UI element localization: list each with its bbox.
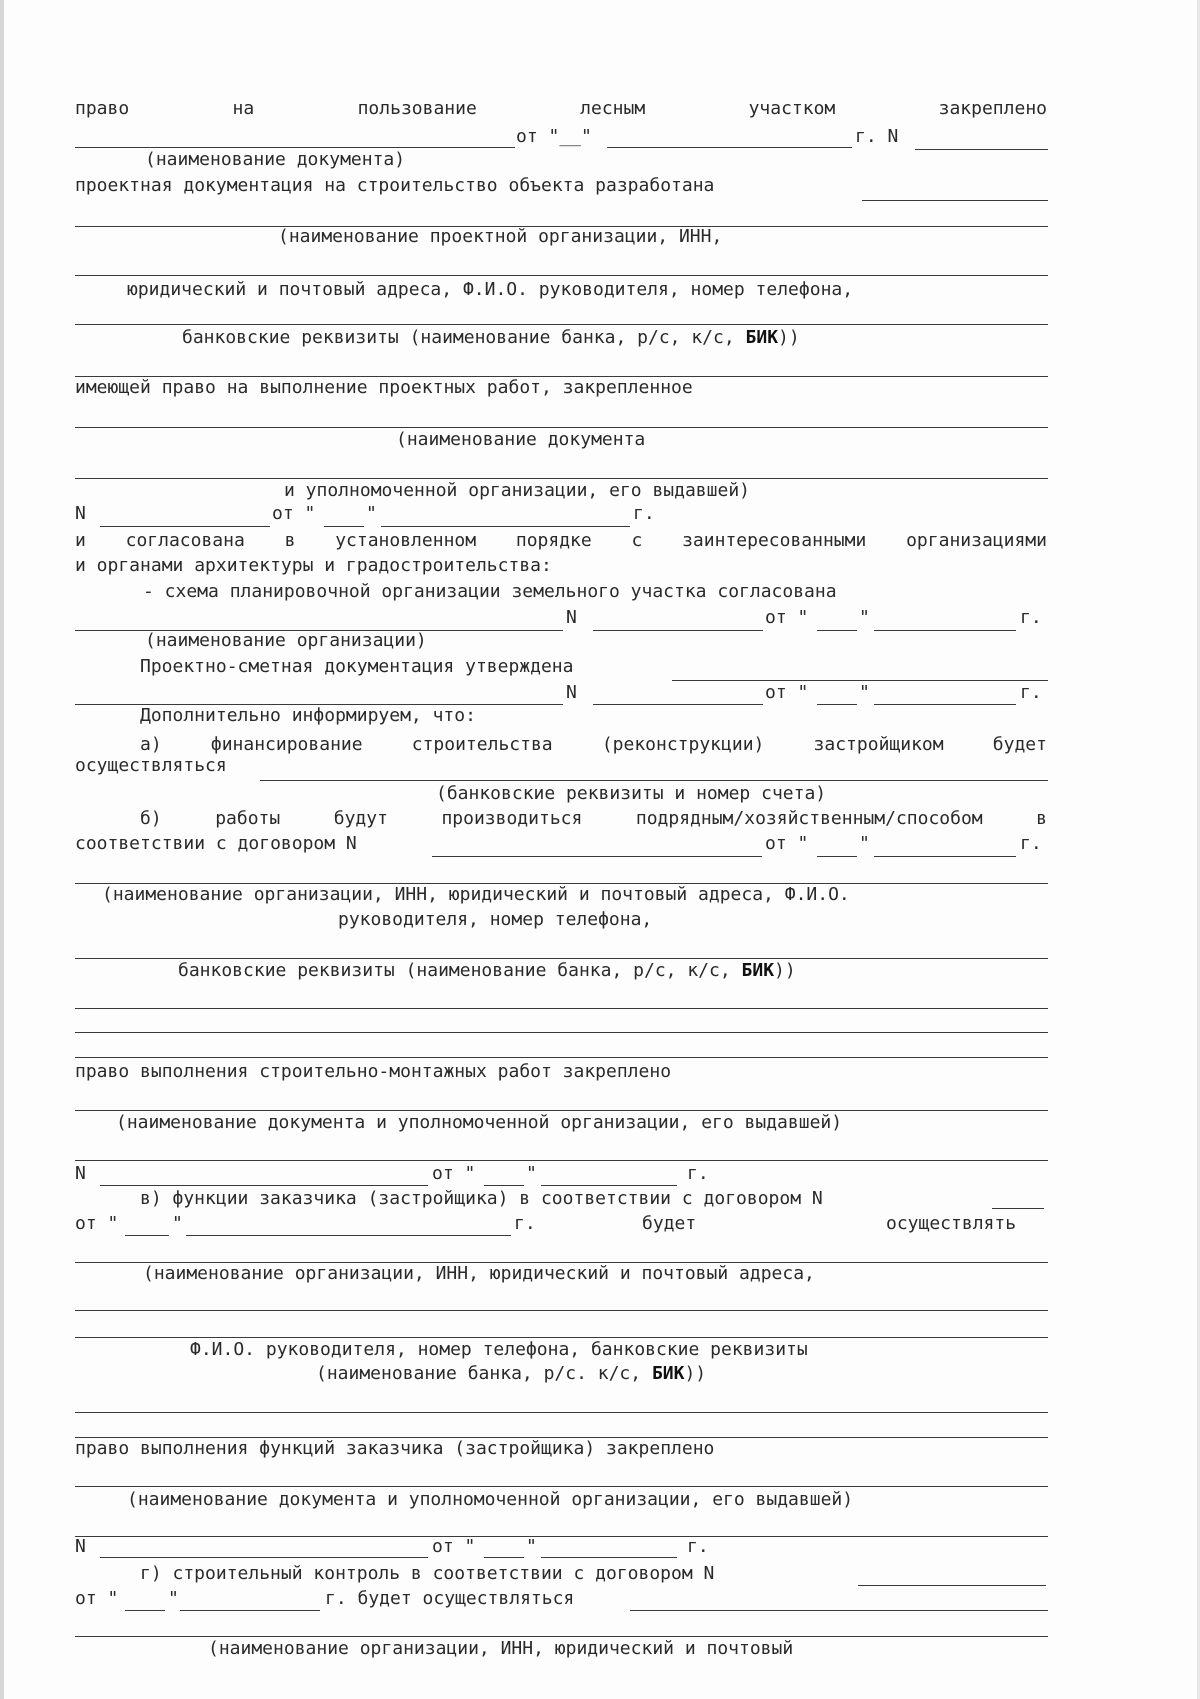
- quote-label: ": [526, 1536, 537, 1557]
- contract-line: соответствии с договором N: [75, 833, 357, 854]
- caption-account: (банковские реквизиты и номер счета): [436, 783, 827, 804]
- word: с: [631, 530, 643, 551]
- blank-line[interactable]: [75, 1412, 1048, 1413]
- caption-rights-doc-2: (наименование документа и уполномоченной организации, его выдавшей): [127, 1489, 854, 1510]
- number-field[interactable]: [100, 1185, 428, 1186]
- year-number-label: г. N: [855, 126, 899, 147]
- quote-label: ": [366, 503, 377, 524]
- caption-organization: (наименование организации): [145, 630, 427, 651]
- year-label: г.: [1020, 682, 1042, 703]
- date-open-label: от ": [765, 607, 809, 628]
- blank-line[interactable]: [75, 1032, 1048, 1033]
- customer-functions-line: в) функции заказчика (застройщика) в соответствии с договором N: [140, 1188, 823, 1209]
- word: участком: [748, 98, 836, 119]
- day-field[interactable]: [817, 704, 857, 705]
- rights-issuer-field-2[interactable]: [75, 1536, 1048, 1537]
- estimate-docs-line: Проектно-сметная документация утверждена: [140, 656, 574, 677]
- caption-document-name: (наименование документа): [145, 149, 406, 170]
- bank-field[interactable]: [75, 324, 1048, 325]
- quote-label: ": [859, 682, 870, 703]
- word: будут: [333, 808, 388, 829]
- will-perform-label: г. будет осуществляться: [325, 1588, 575, 1609]
- construction-rights-field[interactable]: [75, 1110, 1048, 1111]
- date-open-label: от ": [75, 1213, 119, 1234]
- blank-line[interactable]: [75, 1057, 1048, 1058]
- project-address-field[interactable]: [75, 275, 1048, 276]
- quote-label: ": [859, 607, 870, 628]
- word: а): [140, 734, 162, 755]
- year-label: г.: [1020, 607, 1042, 628]
- caption-bank-details-2: банковские реквизиты (наименование банка, р/с, к/с, БИК)): [178, 960, 796, 981]
- year-label: г.: [687, 1536, 709, 1557]
- caption-customer-3: (наименование банка, р/с. к/с, БИК)): [316, 1363, 707, 1384]
- word: закреплено: [938, 98, 1047, 119]
- quote-label: ": [168, 1588, 179, 1609]
- issuer-field[interactable]: [75, 478, 1048, 479]
- number-label: N: [566, 682, 577, 703]
- document-name-field[interactable]: [75, 147, 515, 148]
- word: в: [284, 530, 296, 551]
- number-field[interactable]: [100, 1557, 428, 1558]
- date-open-label: от ": [765, 833, 809, 854]
- word: порядке: [515, 530, 592, 551]
- caption-project-org: (наименование проектной организации, ИНН,: [278, 226, 723, 247]
- scan-edge-left: [0, 0, 4, 1699]
- works-line: [140, 808, 1047, 830]
- project-docs-line: проектная документация на строительство объекта разработана: [75, 175, 715, 196]
- account-field[interactable]: [260, 780, 1048, 781]
- day-field[interactable]: [324, 526, 364, 527]
- customer-field-2[interactable]: [75, 1310, 1048, 1311]
- word: и: [75, 530, 86, 551]
- construction-rights-line: право выполнения строительно-монтажных работ закреплено: [75, 1061, 672, 1082]
- word: пользование: [357, 98, 477, 119]
- date-open-label: от ": [75, 1588, 119, 1609]
- quote-label: ": [172, 1213, 183, 1234]
- number-label: N: [75, 1536, 86, 1557]
- word: финансирование: [210, 734, 363, 755]
- word: (реконструкции): [601, 734, 765, 755]
- number-field[interactable]: [593, 630, 763, 631]
- forest-plot-right-line: [75, 98, 1047, 120]
- agreed-line: [75, 530, 1047, 552]
- date-field[interactable]: [607, 147, 852, 148]
- word: на: [232, 98, 255, 119]
- word: право: [75, 98, 130, 119]
- day-field[interactable]: [125, 1610, 165, 1611]
- date-field[interactable]: [180, 1610, 320, 1611]
- number-field[interactable]: [100, 526, 270, 527]
- customer-rights-field[interactable]: [75, 1486, 1048, 1487]
- word: подрядным/хозяйственным/способом: [635, 808, 983, 829]
- date-field[interactable]: [381, 526, 630, 527]
- perform-label: осуществлять: [886, 1213, 1017, 1234]
- number-field[interactable]: [593, 704, 763, 705]
- word: в: [1036, 808, 1047, 829]
- architecture-line: и органами архитектуры и градостроительства:: [75, 555, 552, 576]
- contract-number-field[interactable]: [432, 856, 762, 857]
- scheme-line: - схема планировочной организации земельного участка согласована: [143, 581, 837, 602]
- control-org-field-2[interactable]: [75, 1636, 1048, 1637]
- word: согласована: [125, 530, 245, 551]
- caption-address: юридический и почтовый адреса, Ф.И.О. руководителя, номер телефона,: [127, 279, 854, 300]
- number-label: N: [75, 1163, 86, 1184]
- year-label: г.: [687, 1163, 709, 1184]
- word: строительства: [411, 734, 553, 755]
- date-open-label: от ": [272, 503, 316, 524]
- quote-label: ": [526, 1163, 537, 1184]
- caption-customer: (наименование организации, ИНН, юридический и почтовый адреса,: [143, 1263, 815, 1284]
- word: организациями: [906, 530, 1047, 551]
- rights-document-field[interactable]: [75, 427, 1048, 428]
- day-field[interactable]: [484, 1185, 524, 1186]
- caption-customer-2: Ф.И.О. руководителя, номер телефона, банковские реквизиты: [190, 1339, 808, 1360]
- number-label: N: [75, 503, 86, 524]
- caption-control-org: (наименование организации, ИНН, юридический и почтовый: [208, 1638, 794, 1659]
- caption-rights-doc: (наименование документа и уполномоченной организации, его выдавшей): [116, 1112, 843, 1133]
- rights-issuer-field[interactable]: [75, 1160, 1048, 1161]
- customer-rights-line: право выполнения функций заказчика (застройщика) закреплено: [75, 1438, 715, 1459]
- day-field[interactable]: [817, 856, 857, 857]
- date-field[interactable]: [541, 1185, 677, 1186]
- date-open-label: от ": [432, 1536, 476, 1557]
- date-field[interactable]: [541, 1557, 677, 1558]
- financing-continuation: осуществляться: [75, 755, 227, 776]
- word: производиться: [441, 808, 583, 829]
- year-label: г.: [1020, 833, 1042, 854]
- project-org-field[interactable]: [862, 200, 1048, 201]
- caption-issuer: и уполномоченной организации, его выдавшей): [284, 480, 750, 501]
- caption-contractor-2: руководителя, номер телефона,: [338, 909, 653, 930]
- word: лесным: [580, 98, 646, 119]
- date-open-label: от ": [432, 1163, 476, 1184]
- word: работы: [215, 808, 281, 829]
- word: будет: [992, 734, 1047, 755]
- date-field[interactable]: [874, 856, 1016, 857]
- control-org-field[interactable]: [630, 1610, 1048, 1611]
- will-label: будет: [642, 1213, 697, 1234]
- date-open-label: от ": [765, 682, 809, 703]
- contract-number-field[interactable]: [992, 1208, 1044, 1209]
- date-field[interactable]: [874, 630, 1016, 631]
- quote-label: ": [859, 833, 870, 854]
- number-label: N: [566, 607, 577, 628]
- caption-document: (наименование документа: [396, 429, 646, 450]
- year-label: г.: [633, 503, 655, 524]
- customer-field-3[interactable]: [75, 1337, 1048, 1338]
- word: заинтересованными: [682, 530, 867, 551]
- word: установленном: [335, 530, 477, 551]
- financing-line: [140, 734, 1047, 756]
- contractor-bank-field[interactable]: [75, 958, 1048, 959]
- day-field[interactable]: [484, 1557, 524, 1558]
- blank-line[interactable]: [75, 1008, 1048, 1009]
- year-label: г.: [514, 1213, 536, 1234]
- number-field[interactable]: [915, 149, 1048, 150]
- construction-control-line: г) строительный контроль в соответствии с договором N: [140, 1563, 715, 1584]
- date-open-label: от "__": [516, 126, 592, 147]
- project-rights-line: имеющей право на выполнение проектных работ, закрепленное: [75, 377, 693, 398]
- caption-bank-details: банковские реквизиты (наименование банка, р/с, к/с, БИК)): [182, 327, 800, 348]
- approval-field[interactable]: [672, 680, 1048, 681]
- date-field[interactable]: [186, 1235, 511, 1236]
- word: застройщиком: [813, 734, 944, 755]
- additional-info-line: Дополнительно информируем, что:: [140, 705, 476, 726]
- day-field[interactable]: [125, 1235, 169, 1236]
- contract-number-field[interactable]: [858, 1585, 1046, 1586]
- word: б): [140, 808, 162, 829]
- caption-contractor: (наименование организации, ИНН, юридический и почтовый адреса, Ф.И.О.: [102, 884, 850, 905]
- day-field[interactable]: [817, 630, 857, 631]
- date-field[interactable]: [874, 704, 1016, 705]
